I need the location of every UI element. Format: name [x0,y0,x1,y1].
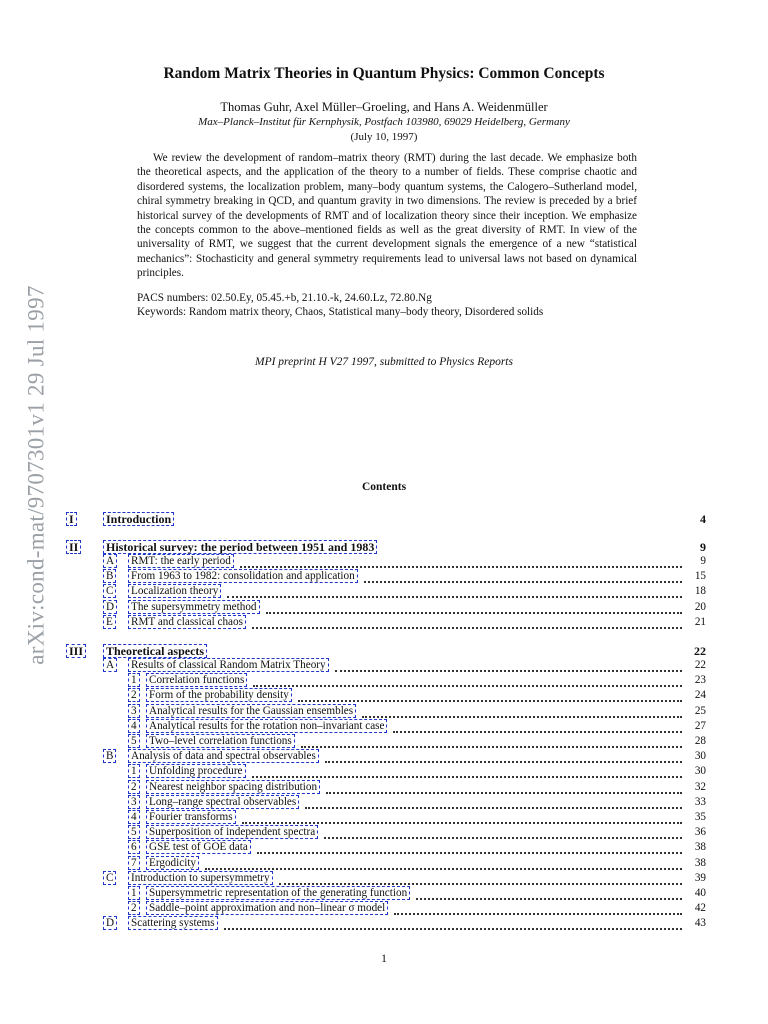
toc-entry-number[interactable]: B [103,749,116,763]
toc-dot-leader [393,722,682,733]
toc-dot-leader [205,859,682,870]
toc-entry-number[interactable]: 2 [128,688,140,702]
toc-entry-title[interactable]: Analytical results for the Gaussian ensembles [146,704,356,718]
toc-entry[interactable] [66,871,706,885]
toc-entry-page: 23 [694,674,706,687]
toc-entry[interactable] [66,688,706,702]
toc-entry[interactable] [66,734,706,748]
toc-entry-page: 38 [694,841,706,854]
toc-entry-title[interactable]: Nearest neighbor spacing distribution [146,780,320,794]
preprint-note: MPI preprint H V27 1997, submitted to Physics Reports [255,356,513,368]
toc-entry[interactable] [66,615,706,629]
toc-dot-leader [364,572,682,583]
toc-entry-number[interactable]: E [103,615,116,629]
toc-entry-title[interactable]: Long–range spectral observables [146,795,299,809]
authors: Thomas Guhr, Axel Müller–Groeling, and Hans A. Weidenmüller [220,100,548,114]
toc-entry[interactable] [66,825,706,839]
toc-entry-page: 22 [694,644,706,658]
toc-dot-leader [326,783,682,794]
toc-dot-leader [257,843,682,854]
toc-entry-page: 30 [694,765,706,778]
toc-entry-number[interactable]: C [103,584,116,598]
toc-entry-number[interactable]: 4 [128,719,140,733]
toc-entry[interactable] [66,658,706,672]
toc-entry-page: 33 [694,795,706,808]
toc-entry[interactable] [66,673,706,687]
contents-heading: Contents [361,481,407,493]
toc-entry[interactable] [66,540,706,554]
toc-entry[interactable] [66,569,706,583]
toc-entry[interactable] [66,916,706,930]
toc-entry-title[interactable]: Form of the probability density [146,688,292,702]
toc-entry-title[interactable]: Introduction to supersymmetry [128,871,273,885]
toc-entry[interactable] [66,795,706,809]
toc-entry-page: 39 [694,871,706,884]
toc-entry-number[interactable]: D [103,600,117,614]
toc-entry[interactable] [66,901,706,915]
toc-entry[interactable] [66,840,706,854]
toc-entry-title[interactable]: Ergodicity [146,856,199,870]
toc-entry-title[interactable]: Analysis of data and spectral observables [128,749,319,763]
toc-dot-leader [301,737,682,748]
toc-dot-leader [242,813,682,824]
toc-dot-leader [362,707,682,718]
toc-entry-title[interactable]: Results of classical Random Matrix Theory [128,658,329,672]
toc-entry-number[interactable]: 5 [128,825,140,839]
toc-entry[interactable] [66,749,706,763]
toc-entry-number[interactable]: 2 [128,901,140,915]
toc-entry[interactable] [66,810,706,824]
toc-entry-title[interactable]: Theoretical aspects [103,644,207,658]
toc-entry-page: 15 [694,570,706,583]
toc-entry-number[interactable]: 3 [128,795,140,809]
toc-dot-leader [227,587,682,598]
keywords: Keywords: Random matrix theory, Chaos, Statistical many–body theory, Disordered solids [137,306,544,318]
toc-entry-number[interactable]: II [66,540,81,554]
toc-dot-leader [324,828,682,839]
toc-entry-title[interactable]: Saddle–point approximation and non–linear σ model [146,901,388,915]
toc-entry-title[interactable]: Scattering systems [128,916,218,930]
toc-entry-number[interactable]: D [103,916,117,930]
toc-entry-title[interactable]: Two–level correlation functions [146,734,295,748]
toc-entry-title[interactable]: Unfolding procedure [146,764,246,778]
toc-entry-number[interactable]: C [103,871,116,885]
toc-entry-page: 35 [694,811,706,823]
toc-entry[interactable] [66,719,706,733]
toc-entry[interactable] [66,512,706,526]
toc-dot-leader [279,874,682,885]
toc-entry-page: 18 [694,585,706,598]
toc-entry-page: 9 [700,555,706,567]
toc-entry-title[interactable]: From 1963 to 1982: consolidation and application [128,569,358,583]
toc-entry-title[interactable]: Introduction [103,512,174,526]
toc-entry-page: 24 [694,689,706,702]
toc-dot-leader [416,889,682,900]
toc-entry-page: 20 [694,600,706,613]
affiliation: Max–Planck–Institut für Kernphysik, Postfach 103980, 69029 Heidelberg, Germany [198,116,570,128]
toc-entry-page: 28 [694,735,706,747]
toc-entry-number[interactable]: 1 [128,764,140,778]
toc-entry-number[interactable]: I [66,512,77,526]
toc-entry-title[interactable]: GSE test of GOE data [146,840,251,854]
toc-dot-leader [252,618,682,629]
toc-entry-number[interactable]: 3 [128,704,140,718]
page-number: 1 [381,953,387,965]
pacs-numbers: PACS numbers: 02.50.Ey, 05.45.+b, 21.10.-k, 24.60.Lz, 72.80.Ng [137,292,432,304]
toc-entry-page: 21 [694,615,706,628]
toc-dot-leader [240,557,682,568]
toc-entry-title[interactable]: RMT and classical chaos [128,615,246,629]
date: (July 10, 1997) [350,131,418,143]
toc-dot-leader [252,767,682,778]
toc-entry[interactable] [66,554,706,568]
toc-entry-title[interactable]: RMT: the early period [128,554,234,568]
toc-entry-number[interactable]: B [103,569,116,583]
toc-entry-number[interactable]: 5 [128,734,140,748]
toc-entry-page: 30 [694,750,706,763]
toc-entry-page: 42 [694,902,706,915]
toc-entry-title[interactable]: The supersymmetry method [128,600,260,614]
toc-entry-page: 9 [700,540,706,554]
toc-entry-title[interactable]: Fourier transforms [146,810,236,824]
toc-dot-leader [298,691,682,702]
toc-entry-title[interactable]: Superposition of independent spectra [146,825,318,839]
toc-entry-title[interactable]: Analytical results for the rotation non–invariant case [146,719,387,733]
arxiv-identifier: arXiv:cond-mat/9707301v1 29 Jul 1997 [24,285,49,665]
toc-entry[interactable] [66,856,706,870]
toc-dot-leader [253,676,682,687]
toc-dot-leader [305,798,682,809]
toc-entry[interactable] [66,764,706,778]
toc-entry-number[interactable]: 1 [128,673,140,687]
toc-dot-leader [224,919,682,930]
toc-entry-page: 25 [694,704,706,717]
toc-dot-leader [266,603,682,614]
toc-entry-page: 32 [694,780,706,793]
toc-entry[interactable] [66,780,706,794]
toc-dot-leader [394,904,682,915]
toc-entry-number[interactable]: 4 [128,810,140,824]
toc-entry[interactable] [66,584,706,598]
toc-entry-title[interactable]: Historical survey: the period between 1951 and 1983 [103,540,377,554]
toc-entry-title[interactable]: Correlation functions [146,673,247,687]
toc-dot-leader [325,752,682,763]
toc-entry-number[interactable]: 1 [128,886,140,900]
paper-title: Random Matrix Theories in Quantum Physics: Common Concepts [163,65,605,82]
toc-entry-page: 40 [694,887,706,899]
toc-entry-number[interactable]: A [103,554,117,568]
toc-entry-page: 22 [694,659,706,671]
toc-entry-title[interactable]: Localization theory [128,584,221,598]
toc-entry[interactable] [66,600,706,614]
toc-entry-page: 36 [694,826,706,839]
toc-entry[interactable] [66,704,706,718]
toc-entry-number[interactable]: 7 [128,856,140,870]
toc-entry-number[interactable]: 2 [128,780,140,794]
toc-entry-page: 4 [700,512,706,526]
toc-entry-number[interactable]: 6 [128,840,140,854]
toc-entry-page: 38 [694,856,706,869]
toc-entry-number[interactable]: A [103,658,117,672]
toc-entry[interactable] [66,886,706,900]
toc-entry-title[interactable]: Supersymmetric representation of the generating function [146,886,410,900]
toc-entry-page: 43 [694,917,706,930]
toc-entry-page: 27 [694,719,706,732]
toc-dot-leader [335,661,682,672]
toc-entry-number[interactable]: III [66,644,86,658]
toc-entry[interactable] [66,644,706,658]
abstract: We review the development of random–matrix theory (RMT) during the last decade. We emphasize both the theoretical aspects, and the application of the theory to a number of fields. These comprise chaotic and disordered systems, the localization problem, many–body quantum systems, the Calogero–Sutherland model, chiral symmetry breaking in QCD, and quantum gravity in two dimensions. The review is preceded by a brief historical survey of the developments of RMT and of localization theory since their inception. We emphasize the concepts common to the above–mentioned fields as well as the great diversity of RMT. In view of the universality of RMT, we suggest that the current development signals the emergence of a new “statistical mechanics”: Stochasticity and general symmetry requirements lead to universal laws not based on dynamical principles. [137,152,637,280]
